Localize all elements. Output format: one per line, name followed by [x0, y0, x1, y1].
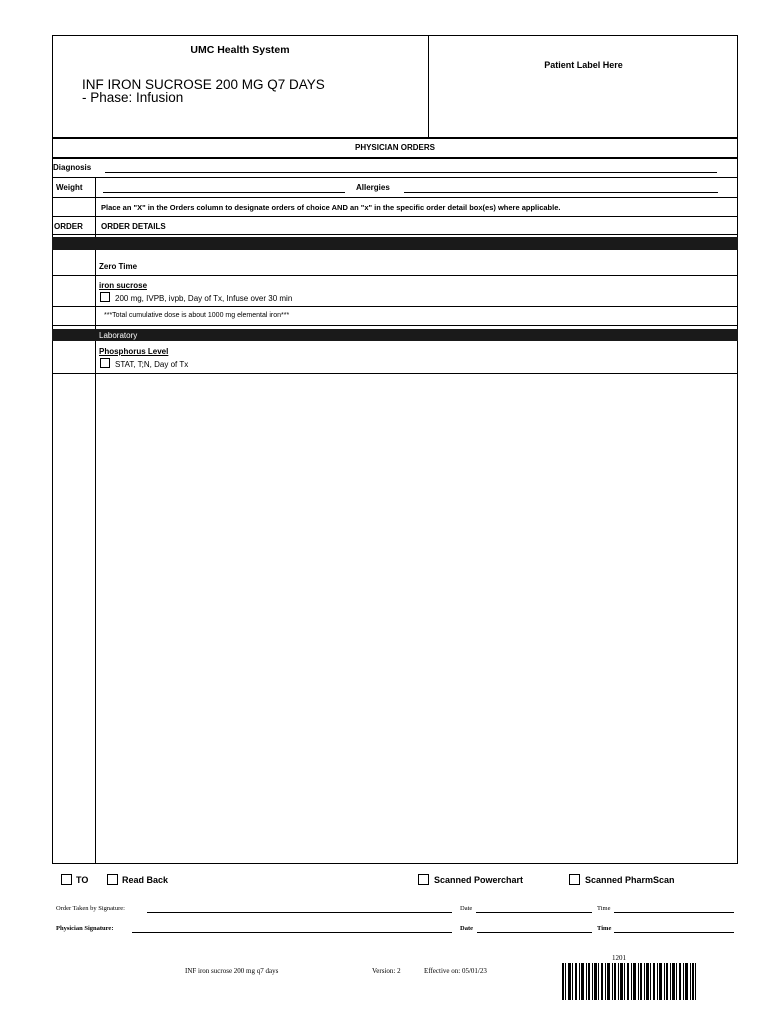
- allergies-label: Allergies: [356, 183, 390, 192]
- read-back-label: Read Back: [122, 875, 169, 885]
- iron-sucrose-order-name: iron sucrose: [99, 281, 148, 290]
- zero-time-label: Zero Time: [99, 262, 138, 271]
- scanned-powerchart-checkbox[interactable]: [418, 874, 429, 885]
- phosphorus-detail-checkbox[interactable]: [100, 358, 110, 368]
- order-taken-signature-field[interactable]: [147, 912, 452, 913]
- physician-orders-title: PHYSICIAN ORDERS: [354, 143, 435, 152]
- order-column-divider: [95, 177, 96, 237]
- physician-date-label: Date: [460, 925, 473, 932]
- allergies-field[interactable]: [404, 192, 718, 193]
- order-taken-label: Order Taken by Signature:: [56, 905, 125, 912]
- laboratory-section-title: Laboratory: [99, 331, 138, 340]
- to-label: TO: [76, 875, 89, 885]
- diagnosis-label: Diagnosis: [53, 163, 92, 172]
- column-header-order-details: ORDER DETAILS: [101, 222, 166, 231]
- to-checkbox[interactable]: [61, 874, 72, 885]
- scanned-powerchart-label: Scanned Powerchart: [434, 875, 524, 885]
- physician-date-field[interactable]: [477, 932, 592, 933]
- effective-date-label: Effective on: 05/01/23: [424, 967, 487, 975]
- instructions-text: Place an "X" in the Orders column to designate orders of choice AND an "x" in the specific order detail box(es) where applicable.: [101, 203, 561, 212]
- diagnosis-field[interactable]: [105, 172, 717, 173]
- scanned-pharmscan-checkbox[interactable]: [569, 874, 580, 885]
- laboratory-section-band: [52, 329, 738, 341]
- physician-signature-label: Physician Signature:: [56, 925, 114, 932]
- barcode-number: 1201: [612, 954, 626, 962]
- iron-sucrose-detail-checkbox[interactable]: [100, 292, 110, 302]
- iron-sucrose-detail: 200 mg, IVPB, ivpb, Day of Tx, Infuse over 30 min: [115, 294, 293, 303]
- section-band: [52, 237, 738, 250]
- phosphorus-order-name: Phosphorus Level: [99, 347, 169, 356]
- phosphorus-detail: STAT, T;N, Day of Tx: [115, 360, 189, 369]
- order-taken-date-label: Date: [460, 905, 473, 912]
- physician-time-label: Time: [597, 925, 612, 932]
- iron-sucrose-note: ***Total cumulative dose is about 1000 mg elemental iron***: [104, 312, 290, 319]
- barcode-image: [562, 963, 696, 1000]
- order-taken-time-field[interactable]: [614, 912, 734, 913]
- phase-label: - Phase: Infusion: [82, 90, 184, 105]
- patient-label-area: Patient Label Here: [544, 60, 623, 70]
- version-label: Version: 2: [372, 967, 401, 975]
- document-name: INF iron sucrose 200 mg q7 days: [185, 967, 279, 975]
- order-taken-date-field[interactable]: [476, 912, 592, 913]
- weight-field[interactable]: [103, 192, 345, 193]
- physician-signature-field[interactable]: [132, 932, 452, 933]
- org-name: UMC Health System: [190, 44, 290, 56]
- column-header-order: ORDER: [54, 222, 83, 231]
- physician-time-field[interactable]: [614, 932, 734, 933]
- header-divider: [428, 35, 429, 138]
- order-set-title: INF IRON SUCROSE 200 MG Q7 DAYS: [82, 77, 325, 92]
- order-taken-time-label: Time: [597, 905, 611, 912]
- weight-label: Weight: [56, 183, 83, 192]
- scanned-pharmscan-label: Scanned PharmScan: [585, 875, 675, 885]
- orders-form-box: [52, 158, 738, 864]
- read-back-checkbox[interactable]: [107, 874, 118, 885]
